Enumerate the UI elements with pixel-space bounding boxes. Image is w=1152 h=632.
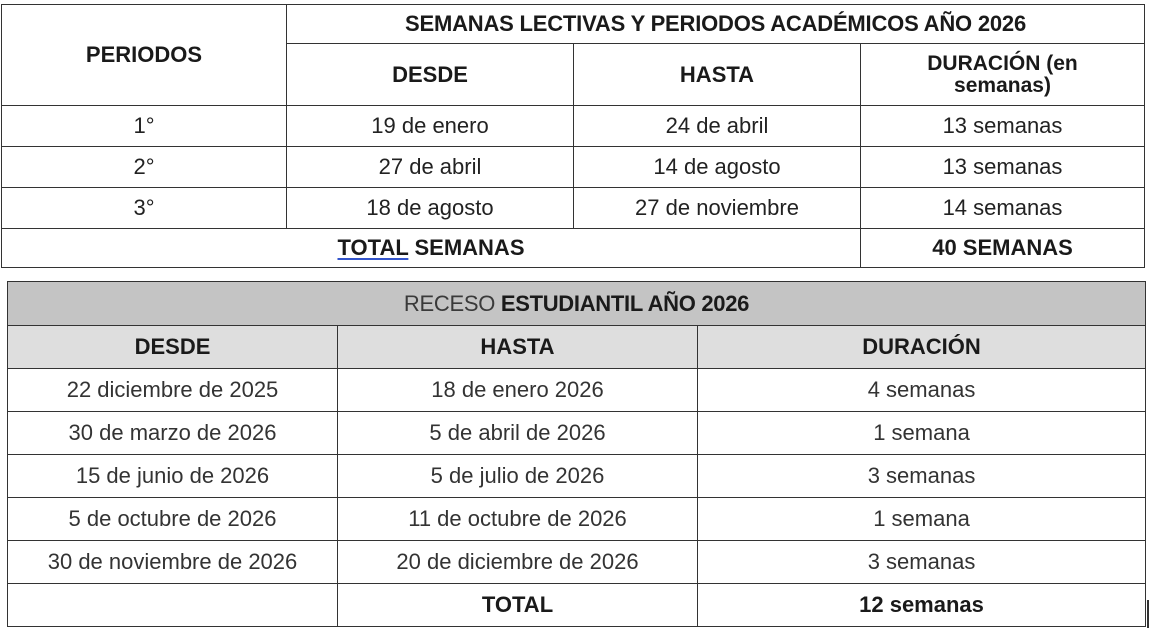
academic-periods-table (1, 4, 1145, 268)
recess-duration-cell: 3 semanas (698, 541, 1146, 584)
duration-cell: 14 semanas (861, 188, 1145, 229)
to-cell: 27 de noviembre (574, 188, 861, 229)
duration-header-line2: semanas) (954, 73, 1051, 97)
period-cell: 2° (2, 147, 287, 188)
total-row (2, 229, 1145, 268)
from-cell: 19 de enero (287, 106, 574, 147)
recess-to-header: HASTA (338, 326, 698, 369)
recess-from-cell: 15 de junio de 2026 (8, 455, 338, 498)
recess-title-bold: ESTUDIANTIL AÑO 2026 (500, 290, 750, 316)
periods-header (2, 5, 287, 106)
from-header-label: DESDE (392, 61, 468, 87)
to-header-label: HASTA (679, 61, 755, 87)
from-cell: 18 de agosto (287, 188, 574, 229)
total-label-cell (2, 229, 861, 268)
recess-duration-cell: 1 semana (698, 498, 1146, 541)
duration-cell: 13 semanas (861, 147, 1145, 188)
period-cell: 1° (2, 106, 287, 147)
recess-duration-header: DURACIÓN (698, 326, 1146, 369)
recess-total-label: TOTAL (338, 584, 698, 627)
recess-from-cell: 30 de noviembre de 2026 (8, 541, 338, 584)
recess-title-light: RECESO (403, 290, 501, 316)
periods-header-label: PERIODOS (85, 42, 203, 67)
recess-from-cell: 30 de marzo de 2026 (8, 412, 338, 455)
table-row (8, 455, 1146, 498)
recess-duration-cell: 3 semanas (698, 455, 1146, 498)
recess-from-header: DESDE (8, 326, 338, 369)
academic-table-title (287, 5, 1145, 44)
total-value-cell: 40 SEMANAS (861, 229, 1145, 268)
recess-table-title (8, 282, 1146, 326)
duration-cell: 13 semanas (861, 106, 1145, 147)
recess-from-cell: 5 de octubre de 2026 (8, 498, 338, 541)
recess-to-cell: 11 de octubre de 2026 (338, 498, 698, 541)
table-row (8, 541, 1146, 584)
recess-to-cell: 5 de julio de 2026 (338, 455, 698, 498)
recess-total-value: 12 semanas (698, 584, 1146, 627)
recess-total-row (8, 584, 1146, 627)
total-label-underlined: TOTAL (337, 235, 409, 260)
recess-to-cell: 18 de enero 2026 (338, 369, 698, 412)
from-cell: 27 de abril (287, 147, 574, 188)
recess-total-empty-cell (8, 584, 338, 627)
total-label-rest: SEMANAS (408, 235, 525, 260)
period-cell: 3° (2, 188, 287, 229)
recess-from-cell: 22 diciembre de 2025 (8, 369, 338, 412)
recess-duration-cell: 4 semanas (698, 369, 1146, 412)
duration-header (861, 44, 1145, 106)
recess-to-cell: 20 de diciembre de 2026 (338, 541, 698, 584)
table-row (2, 106, 1145, 147)
table-row (8, 369, 1146, 412)
from-header (287, 44, 574, 106)
student-recess-table (7, 281, 1146, 627)
recess-to-cell: 5 de abril de 2026 (338, 412, 698, 455)
recess-duration-cell: 1 semana (698, 412, 1146, 455)
to-header (574, 44, 861, 106)
table-row (8, 412, 1146, 455)
to-cell: 14 de agosto (574, 147, 861, 188)
table-row (8, 498, 1146, 541)
table-row (2, 188, 1145, 229)
duration-header-line1: DURACIÓN (en (927, 51, 1078, 75)
text-cursor-mark (1147, 600, 1149, 628)
to-cell: 24 de abril (574, 106, 861, 147)
academic-table-title-text: SEMANAS LECTIVAS Y PERIODOS ACADÉMICOS AÑO 2026 (405, 11, 1026, 36)
table-row (2, 147, 1145, 188)
